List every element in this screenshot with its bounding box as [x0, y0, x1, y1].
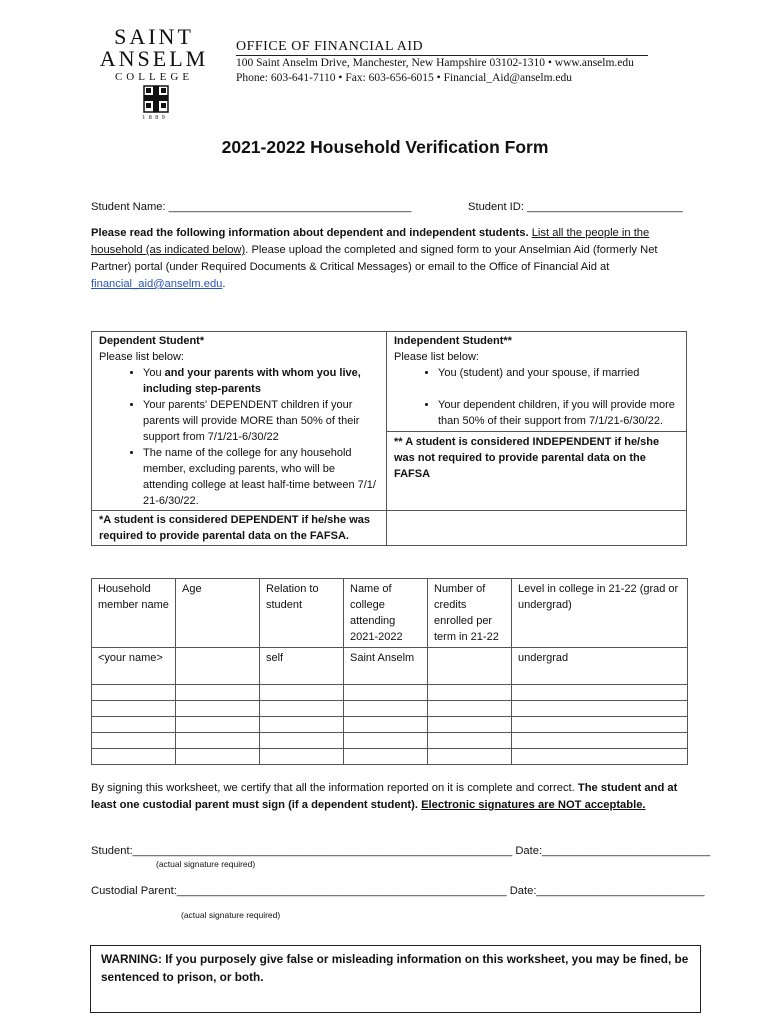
table-cell[interactable]: <your name>: [92, 648, 176, 685]
table-row: [92, 701, 688, 717]
intro-underlined: List all the people in the household (as indicated below): [91, 227, 650, 256]
independent-cell: [387, 332, 687, 511]
email-link[interactable]: financial_aid@anselm.edu: [91, 278, 223, 290]
office-address: 100 Saint Anselm Drive, Manchester, New Hampshire 03102-1310 • www.anselm.edu: [236, 57, 634, 69]
table-cell[interactable]: Saint Anselm: [344, 648, 428, 685]
student-type-table: [91, 331, 687, 546]
intro-rest: . Please upload the completed and signed form to your Anselmian Aid (formerly Net Partner) portal (under Required Documents & Critical Messages) or email to the Office of Financial Aid at: [91, 244, 658, 273]
table-cell[interactable]: undergrad: [512, 648, 688, 685]
table-row: [92, 648, 688, 685]
dependent-item: • You and your parents with whom you live, including step-parents: [143, 365, 379, 397]
table-row: [92, 733, 688, 749]
office-rule: [236, 55, 648, 56]
logo-anselm: ANSELM: [99, 46, 209, 71]
empty-cell: [387, 511, 687, 546]
column-header: Age: [176, 579, 260, 648]
office-contact: Phone: 603-641-7110 • Fax: 603-656-6015 • Financial_Aid@anselm.edu: [236, 72, 573, 84]
independent-sub: Please list below:: [394, 351, 479, 363]
column-header: Level in college in 21-22 (grad or undergrad): [512, 579, 688, 648]
independent-heading: Independent Student**: [394, 335, 512, 347]
student-name-field[interactable]: Student Name: _______________________________________: [91, 201, 412, 213]
crest-icon: [94, 84, 218, 114]
table-cell[interactable]: [428, 648, 512, 685]
parent-signature-note: (actual signature required): [181, 910, 281, 920]
intro-paragraph: [91, 225, 691, 293]
table-row: [92, 685, 688, 701]
table-header-row: [92, 579, 688, 648]
dependent-item: • Your parents' DEPENDENT children if your parents will provide MORE than 50% of their support from 7/1/21-6/30/22: [143, 397, 379, 445]
column-header: Relation to student: [260, 579, 344, 648]
logo-college: COLLEGE: [114, 71, 194, 83]
student-signature-note: (actual signature required): [156, 859, 256, 869]
independent-item: • Your dependent children, if you will provide more than 50% of their support from 7/1/21-6/30/22.: [438, 397, 679, 429]
dependent-heading: Dependent Student*: [99, 335, 205, 347]
certify-underlined: Electronic signatures are NOT acceptable.: [421, 799, 646, 811]
intro-bold: Please read the following information about dependent and independent students.: [91, 227, 529, 239]
table-cell[interactable]: self: [260, 648, 344, 685]
table-cell[interactable]: [176, 648, 260, 685]
dependent-note-cell: [92, 511, 387, 546]
dependent-item: • The name of the college for any household member, excluding parents, who will be attending college at least half-time between 7/1/ 21-6/30/22.: [143, 445, 379, 509]
logo-saint: SAINT: [114, 24, 194, 49]
table-row: [92, 749, 688, 765]
independent-item: • You (student) and your spouse, if married: [438, 365, 679, 381]
column-header: Name of college attending 2021-2022: [344, 579, 428, 648]
certify-bold: The student and at least one custodial parent must sign (if a dependent student).: [91, 782, 678, 811]
certify-text: By signing this worksheet, we certify that all the information reported on it is complete and correct.: [91, 782, 575, 794]
intro-end: .: [222, 278, 226, 290]
page-title: 2021-2022 Household Verification Form: [221, 137, 549, 157]
column-header: Number of credits enrolled per term in 21-22: [428, 579, 512, 648]
logo-year: 1 8 8 9: [142, 115, 166, 121]
office-title: OFFICE OF FINANCIAL AID: [236, 39, 424, 54]
student-id-field[interactable]: Student ID: _________________________: [468, 201, 683, 213]
household-table: [91, 578, 688, 765]
parent-signature-line[interactable]: Custodial Parent:_____________________________________________________ Date:___________________________: [91, 885, 705, 897]
dependent-cell: [92, 332, 387, 511]
table-row: [92, 717, 688, 733]
column-header: Household member name: [92, 579, 176, 648]
certify-paragraph: [91, 780, 691, 814]
warning-box: WARNING: If you purposely give false or misleading information on this worksheet, you may be fined, be sentenced to prison, or both.: [90, 945, 701, 1013]
college-logo: [94, 26, 218, 126]
student-signature-line[interactable]: Student:_____________________________________________________________ Date:___________________________: [91, 845, 711, 857]
dependent-sub: Please list below:: [99, 351, 184, 363]
independent-note: ** A student is considered INDEPENDENT if he/she was not required to provide parental data on the FAFSA: [394, 436, 660, 480]
dependent-note: *A student is considered DEPENDENT if he/she was required to provide parental data on the FAFSA.: [99, 514, 370, 542]
